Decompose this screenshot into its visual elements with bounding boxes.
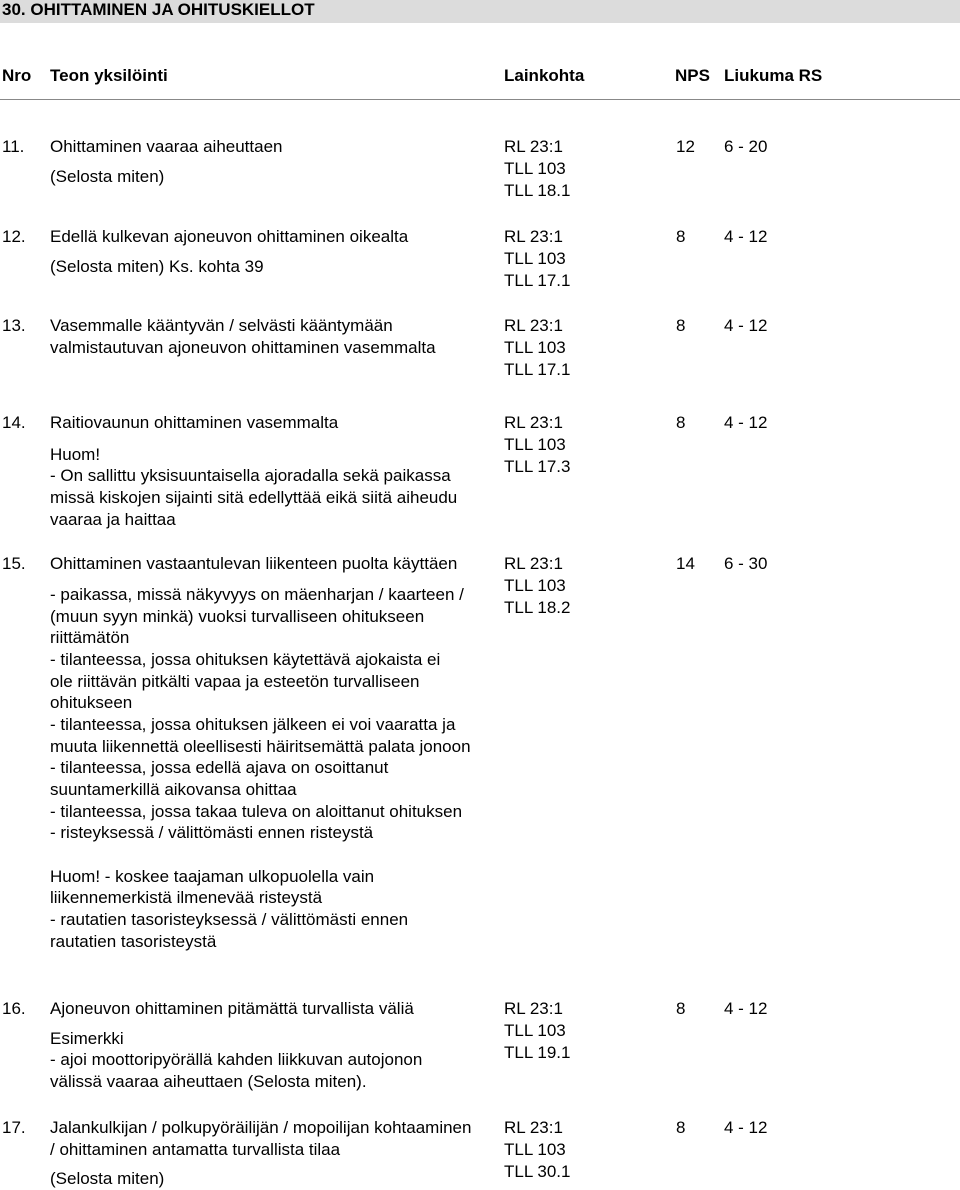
row-nps: 12 <box>676 137 695 156</box>
row-law-line: TLL 18.1 <box>504 181 571 200</box>
header-desc: Teon yksilöinti <box>50 66 168 85</box>
row-law-line: RL 23:1 <box>504 137 563 156</box>
row-law-line: RL 23:1 <box>504 316 563 335</box>
row-desc-line: (Selosta miten) Ks. kohta 39 <box>50 257 264 276</box>
row-desc-line: rautatien tasoristeystä <box>50 932 217 951</box>
row-desc-line: (Selosta miten) <box>50 1169 165 1188</box>
row-range: 4 - 12 <box>724 1118 768 1137</box>
row-range: 4 - 12 <box>724 227 768 246</box>
row-range: 6 - 20 <box>724 137 768 156</box>
row-range: 4 - 12 <box>724 999 768 1018</box>
row-desc-line: - tilanteessa, jossa edellä ajava on osoittanut <box>50 758 389 777</box>
row-law-line: TLL 103 <box>504 338 566 357</box>
page-title: 30. OHITTAMINEN JA OHITUSKIELLOT <box>2 0 315 19</box>
row-number: 17. <box>2 1118 26 1137</box>
row-nps: 14 <box>676 554 695 573</box>
row-law-line: RL 23:1 <box>504 999 563 1018</box>
header-divider <box>0 99 960 100</box>
row-desc-line: liikennemerkistä ilmenevää risteystä <box>50 888 323 907</box>
row-desc-line: - tilanteessa, jossa ohituksen jälkeen ei voi vaaratta ja <box>50 715 456 734</box>
row-desc-line: ohitukseen <box>50 693 133 712</box>
row-law-line: RL 23:1 <box>504 413 563 432</box>
row-law-line: RL 23:1 <box>504 227 563 246</box>
header-law: Lainkohta <box>504 66 585 85</box>
row-desc-line: - risteyksessä / välittömästi ennen risteystä <box>50 823 374 842</box>
row-desc-line: suuntamerkillä aikovansa ohittaa <box>50 780 297 799</box>
row-desc-line: (muun syyn minkä) vuoksi turvalliseen ohitukseen <box>50 607 425 626</box>
row-law-line: TLL 103 <box>504 576 566 595</box>
row-range: 4 - 12 <box>724 316 768 335</box>
header-range: Liukuma RS <box>724 66 823 85</box>
row-desc-line: Edellä kulkevan ajoneuvon ohittaminen oikealta <box>50 227 409 246</box>
header-nps: NPS <box>675 66 710 85</box>
row-number: 15. <box>2 554 26 573</box>
row-desc-line: Ohittaminen vaaraa aiheuttaen <box>50 137 283 156</box>
header-nro: Nro <box>2 66 32 85</box>
row-desc-line: vaaraa ja haittaa <box>50 510 176 529</box>
row-law-line: TLL 18.2 <box>504 598 571 617</box>
row-desc-line: / ohittaminen antamatta turvallista tilaa <box>50 1140 341 1159</box>
row-desc-line: Ajoneuvon ohittaminen pitämättä turvallista väliä <box>50 999 414 1018</box>
row-law-line: RL 23:1 <box>504 1118 563 1137</box>
row-law-line: TLL 103 <box>504 249 566 268</box>
row-desc-line: (Selosta miten) <box>50 167 165 186</box>
row-law-line: TLL 17.3 <box>504 457 571 476</box>
row-number: 13. <box>2 316 26 335</box>
row-law-line: TLL 19.1 <box>504 1043 571 1062</box>
row-desc-line: Ohittaminen vastaantulevan liikenteen puolta käyttäen <box>50 554 458 573</box>
row-desc-line: Esimerkki <box>50 1029 124 1048</box>
row-law-line: TLL 103 <box>504 1140 566 1159</box>
row-nps: 8 <box>676 227 686 246</box>
row-desc-line: riittämätön <box>50 628 130 647</box>
row-law-line: TLL 103 <box>504 1021 566 1040</box>
row-nps: 8 <box>676 999 686 1018</box>
row-desc-line: Raitiovaunun ohittaminen vasemmalta <box>50 413 339 432</box>
row-desc-line: Huom! - koskee taajaman ulkopuolella vain <box>50 867 375 886</box>
row-law-line: TLL 103 <box>504 435 566 454</box>
row-desc-line: Jalankulkijan / polkupyöräilijän / mopoilijan kohtaaminen <box>50 1118 472 1137</box>
row-law-line: RL 23:1 <box>504 554 563 573</box>
row-desc-line: valmistautuvan ajoneuvon ohittaminen vasemmalta <box>50 338 436 357</box>
row-nps: 8 <box>676 413 686 432</box>
row-desc-line: - tilanteessa, jossa ohituksen käytettävä ajokaista ei <box>50 650 441 669</box>
row-nps: 8 <box>676 1118 686 1137</box>
row-number: 11. <box>2 137 25 156</box>
row-number: 16. <box>2 999 26 1018</box>
row-number: 14. <box>2 413 26 432</box>
row-desc-line: missä kiskojen sijainti sitä edellyttää eikä siitä aiheudu <box>50 488 458 507</box>
row-desc-line: - tilanteessa, jossa takaa tuleva on aloittanut ohituksen <box>50 802 463 821</box>
row-desc-line: Vasemmalle kääntyvän / selvästi kääntymään <box>50 316 393 335</box>
row-desc-line: - paikassa, missä näkyvyys on mäenharjan / kaarteen / <box>50 585 464 604</box>
title-bar <box>0 0 960 23</box>
row-desc-line: - On sallittu yksisuuntaisella ajoradalla sekä paikassa <box>50 466 451 485</box>
row-law-line: TLL 103 <box>504 159 566 178</box>
row-desc-line: ole riittävän pitkälti vapaa ja esteetön turvalliseen <box>50 672 420 691</box>
row-range: 6 - 30 <box>724 554 768 573</box>
row-nps: 8 <box>676 316 686 335</box>
row-desc-line: - rautatien tasoristeyksessä / välittömästi ennen <box>50 910 409 929</box>
row-desc-line: Huom! <box>50 445 101 464</box>
row-desc-line: - ajoi moottoripyörällä kahden liikkuvan autojonon <box>50 1050 423 1069</box>
row-desc-line: välissä vaaraa aiheuttaen (Selosta miten). <box>50 1072 367 1091</box>
row-law-line: TLL 17.1 <box>504 271 571 290</box>
row-law-line: TLL 30.1 <box>504 1162 571 1181</box>
row-law-line: TLL 17.1 <box>504 360 571 379</box>
row-range: 4 - 12 <box>724 413 768 432</box>
row-number: 12. <box>2 227 26 246</box>
row-desc-line: muuta liikennettä oleellisesti häiritsemättä palata jonoon <box>50 737 471 756</box>
